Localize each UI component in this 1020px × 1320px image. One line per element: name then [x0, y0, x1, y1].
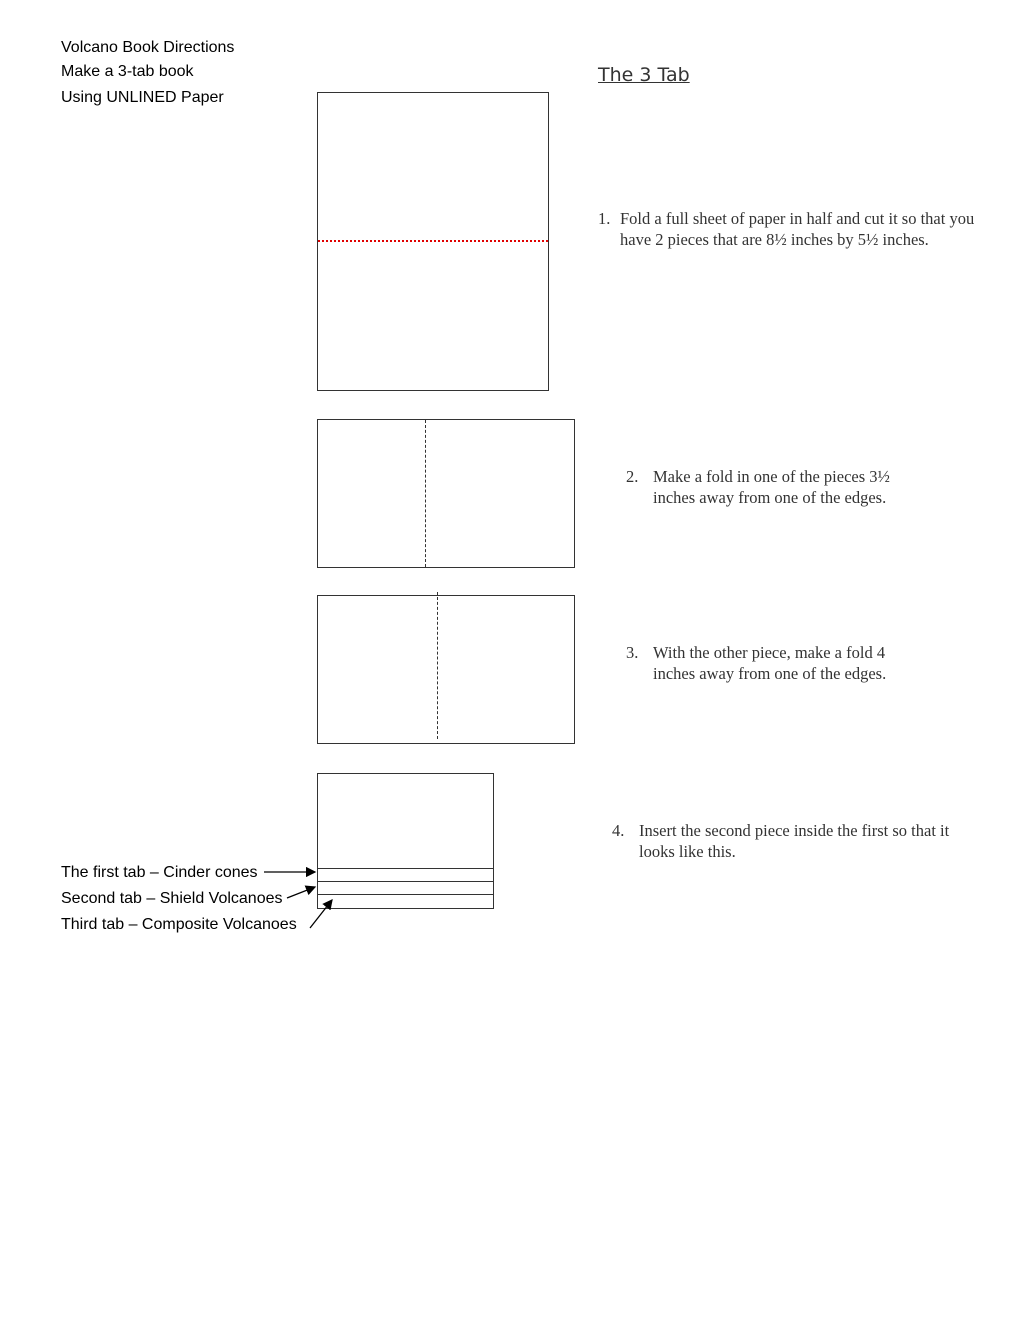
fold-line [425, 420, 426, 567]
step-2 [626, 466, 926, 508]
tab-label-first: The first tab – Cinder cones [61, 864, 258, 881]
full-sheet-diagram [317, 92, 549, 391]
tab-divider [318, 868, 493, 869]
tab-label-second: Second tab – Shield Volcanoes [61, 890, 283, 907]
header-line-instruction: Make a 3-tab book [61, 63, 194, 80]
fold-line [437, 592, 438, 739]
half-sheet-fold-4-diagram [317, 595, 575, 744]
header-line-title: Volcano Book Directions [61, 39, 235, 56]
step-3 [626, 642, 926, 684]
step-2-text: Make a fold in one of the pieces 3½ inches away from one of the edges. [653, 467, 890, 507]
cut-line [318, 240, 548, 242]
step-4 [612, 820, 952, 862]
step-4-number: 4. [612, 821, 625, 840]
step-1-text: Fold a full sheet of paper in half and cut it so that you have 2 pieces that are 8½ inches by 5½ inches. [620, 209, 975, 249]
half-sheet-fold-3-5-diagram [317, 419, 575, 568]
header-line-paper: Using UNLINED Paper [61, 89, 224, 106]
tab-divider [318, 881, 493, 882]
step-1-number: 1. [598, 209, 611, 228]
tab-divider [318, 894, 493, 895]
three-tab-book-diagram [317, 773, 494, 909]
step-1 [598, 208, 998, 250]
arrow-second-tab [287, 887, 315, 898]
page-title: The 3 Tab [598, 64, 690, 86]
step-2-number: 2. [626, 467, 639, 486]
tab-label-third: Third tab – Composite Volcanoes [61, 916, 297, 933]
step-3-number: 3. [626, 643, 639, 662]
step-3-text: With the other piece, make a fold 4 inches away from one of the edges. [653, 643, 887, 683]
step-4-text: Insert the second piece inside the first so that it looks like this. [639, 821, 950, 861]
